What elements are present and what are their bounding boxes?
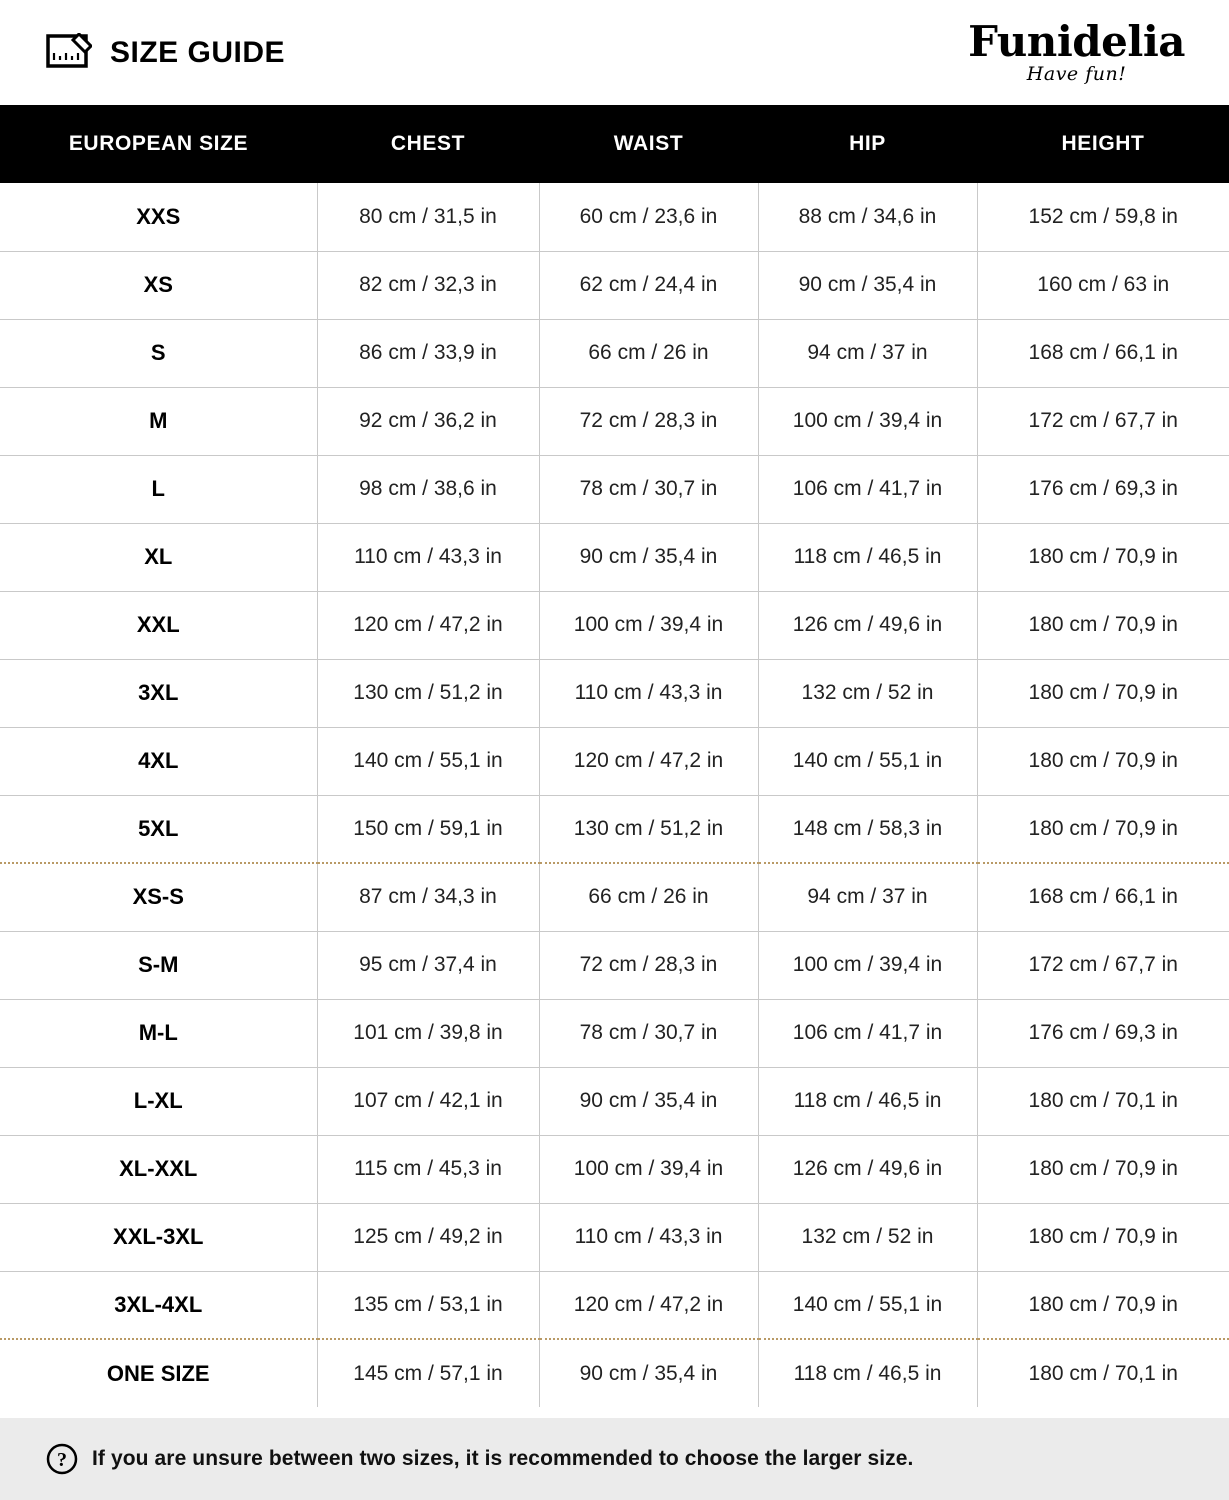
table-header [0,105,1229,183]
cell-waist: 90 cm / 35,4 in [539,1067,758,1135]
table-body [0,183,1229,1407]
cell-hip: 126 cm / 49,6 in [758,591,977,659]
cell-waist: 66 cm / 26 in [539,863,758,931]
cell-waist: 120 cm / 47,2 in [539,727,758,795]
cell-chest: 98 cm / 38,6 in [317,455,539,523]
cell-hip: 88 cm / 34,6 in [758,183,977,251]
cell-height: 180 cm / 70,9 in [977,727,1229,795]
cell-hip: 132 cm / 52 in [758,659,977,727]
cell-waist: 110 cm / 43,3 in [539,659,758,727]
cell-waist: 72 cm / 28,3 in [539,387,758,455]
cell-hip: 106 cm / 41,7 in [758,999,977,1067]
cell-chest: 95 cm / 37,4 in [317,931,539,999]
cell-height: 180 cm / 70,9 in [977,1135,1229,1203]
column-header-european-size: EUROPEAN SIZE [68,132,249,155]
cell-size: 3XL [0,659,317,727]
cell-chest: 135 cm / 53,1 in [317,1271,539,1339]
cell-chest: 110 cm / 43,3 in [317,523,539,591]
cell-height: 180 cm / 70,9 in [977,1203,1229,1271]
cell-size: XL-XXL [0,1135,317,1203]
table-row [0,1067,1229,1135]
cell-size: XXL [0,591,317,659]
cell-hip: 100 cm / 39,4 in [758,387,977,455]
cell-hip: 94 cm / 37 in [758,863,977,931]
cell-chest: 130 cm / 51,2 in [317,659,539,727]
table-row [0,455,1229,523]
page-header [0,0,1229,105]
cell-size: XS-S [0,863,317,931]
cell-waist: 72 cm / 28,3 in [539,931,758,999]
size-table-wrapper [0,105,1229,1418]
cell-height: 168 cm / 66,1 in [977,863,1229,931]
footer-note [0,1418,1229,1500]
table-row [0,183,1229,251]
cell-size: XS [0,251,317,319]
cell-size: 3XL-4XL [0,1271,317,1339]
table-row [0,1339,1229,1407]
cell-chest: 125 cm / 49,2 in [317,1203,539,1271]
cell-height: 160 cm / 63 in [977,251,1229,319]
column-header-hip: HIP [849,132,886,155]
cell-chest: 120 cm / 47,2 in [317,591,539,659]
cell-size: XL [0,523,317,591]
cell-hip: 140 cm / 55,1 in [758,1271,977,1339]
cell-size: L-XL [0,1067,317,1135]
cell-height: 172 cm / 67,7 in [977,387,1229,455]
header-left [46,33,285,73]
cell-size: XXS [0,183,317,251]
cell-hip: 100 cm / 39,4 in [758,931,977,999]
brand-name: Funidelia [968,17,1185,66]
cell-chest: 86 cm / 33,9 in [317,319,539,387]
cell-hip: 106 cm / 41,7 in [758,455,977,523]
ruler-icon [46,33,92,73]
cell-height: 180 cm / 70,9 in [977,1271,1229,1339]
brand-tagline: Have fun! [1026,63,1127,85]
table-row [0,931,1229,999]
cell-waist: 100 cm / 39,4 in [539,591,758,659]
cell-waist: 110 cm / 43,3 in [539,1203,758,1271]
cell-waist: 60 cm / 23,6 in [539,183,758,251]
cell-size: ONE SIZE [0,1339,317,1407]
cell-height: 172 cm / 67,7 in [977,931,1229,999]
svg-text:?: ? [57,1449,67,1471]
cell-size: M [0,387,317,455]
cell-hip: 132 cm / 52 in [758,1203,977,1271]
footer-note-text: If you are unsure between two sizes, it is recommended to choose the larger size. [92,1447,914,1470]
cell-waist: 90 cm / 35,4 in [539,1339,758,1407]
cell-size: M-L [0,999,317,1067]
cell-waist: 120 cm / 47,2 in [539,1271,758,1339]
cell-hip: 94 cm / 37 in [758,319,977,387]
cell-hip: 126 cm / 49,6 in [758,1135,977,1203]
cell-size: 5XL [0,795,317,863]
cell-height: 168 cm / 66,1 in [977,319,1229,387]
cell-size: L [0,455,317,523]
cell-waist: 100 cm / 39,4 in [539,1135,758,1203]
table-row [0,251,1229,319]
page-title: SIZE GUIDE [110,35,286,69]
cell-size: 4XL [0,727,317,795]
cell-height: 180 cm / 70,1 in [977,1339,1229,1407]
cell-hip: 118 cm / 46,5 in [758,1339,977,1407]
column-header-height: HEIGHT [1061,132,1145,155]
cell-size: XXL-3XL [0,1203,317,1271]
column-header-chest: CHEST [390,132,466,155]
cell-height: 180 cm / 70,9 in [977,591,1229,659]
cell-height: 176 cm / 69,3 in [977,455,1229,523]
cell-chest: 92 cm / 36,2 in [317,387,539,455]
cell-chest: 115 cm / 45,3 in [317,1135,539,1203]
cell-waist: 78 cm / 30,7 in [539,999,758,1067]
table-row [0,1135,1229,1203]
cell-height: 180 cm / 70,9 in [977,523,1229,591]
table-row [0,999,1229,1067]
table-row [0,659,1229,727]
table-row [0,523,1229,591]
table-row [0,1203,1229,1271]
cell-size: S [0,319,317,387]
cell-chest: 80 cm / 31,5 in [317,183,539,251]
cell-size: S-M [0,931,317,999]
cell-chest: 101 cm / 39,8 in [317,999,539,1067]
table-row [0,591,1229,659]
cell-chest: 87 cm / 34,3 in [317,863,539,931]
cell-hip: 118 cm / 46,5 in [758,523,977,591]
cell-chest: 82 cm / 32,3 in [317,251,539,319]
cell-chest: 145 cm / 57,1 in [317,1339,539,1407]
cell-height: 176 cm / 69,3 in [977,999,1229,1067]
cell-hip: 140 cm / 55,1 in [758,727,977,795]
table-row [0,727,1229,795]
cell-hip: 118 cm / 46,5 in [758,1067,977,1135]
table-row [0,795,1229,863]
cell-waist: 130 cm / 51,2 in [539,795,758,863]
cell-height: 152 cm / 59,8 in [977,183,1229,251]
cell-waist: 78 cm / 30,7 in [539,455,758,523]
cell-height: 180 cm / 70,1 in [977,1067,1229,1135]
cell-waist: 90 cm / 35,4 in [539,523,758,591]
cell-hip: 148 cm / 58,3 in [758,795,977,863]
table-row [0,387,1229,455]
table-header-row [0,105,1229,183]
table-row [0,863,1229,931]
table-row [0,319,1229,387]
cell-height: 180 cm / 70,9 in [977,659,1229,727]
column-header-waist: WAIST [613,132,684,155]
cell-height: 180 cm / 70,9 in [977,795,1229,863]
info-icon [46,1443,78,1475]
cell-waist: 66 cm / 26 in [539,319,758,387]
brand-logo [968,17,1193,85]
size-table [0,105,1229,1407]
cell-hip: 90 cm / 35,4 in [758,251,977,319]
cell-chest: 107 cm / 42,1 in [317,1067,539,1135]
cell-chest: 150 cm / 59,1 in [317,795,539,863]
cell-waist: 62 cm / 24,4 in [539,251,758,319]
cell-chest: 140 cm / 55,1 in [317,727,539,795]
table-row [0,1271,1229,1339]
